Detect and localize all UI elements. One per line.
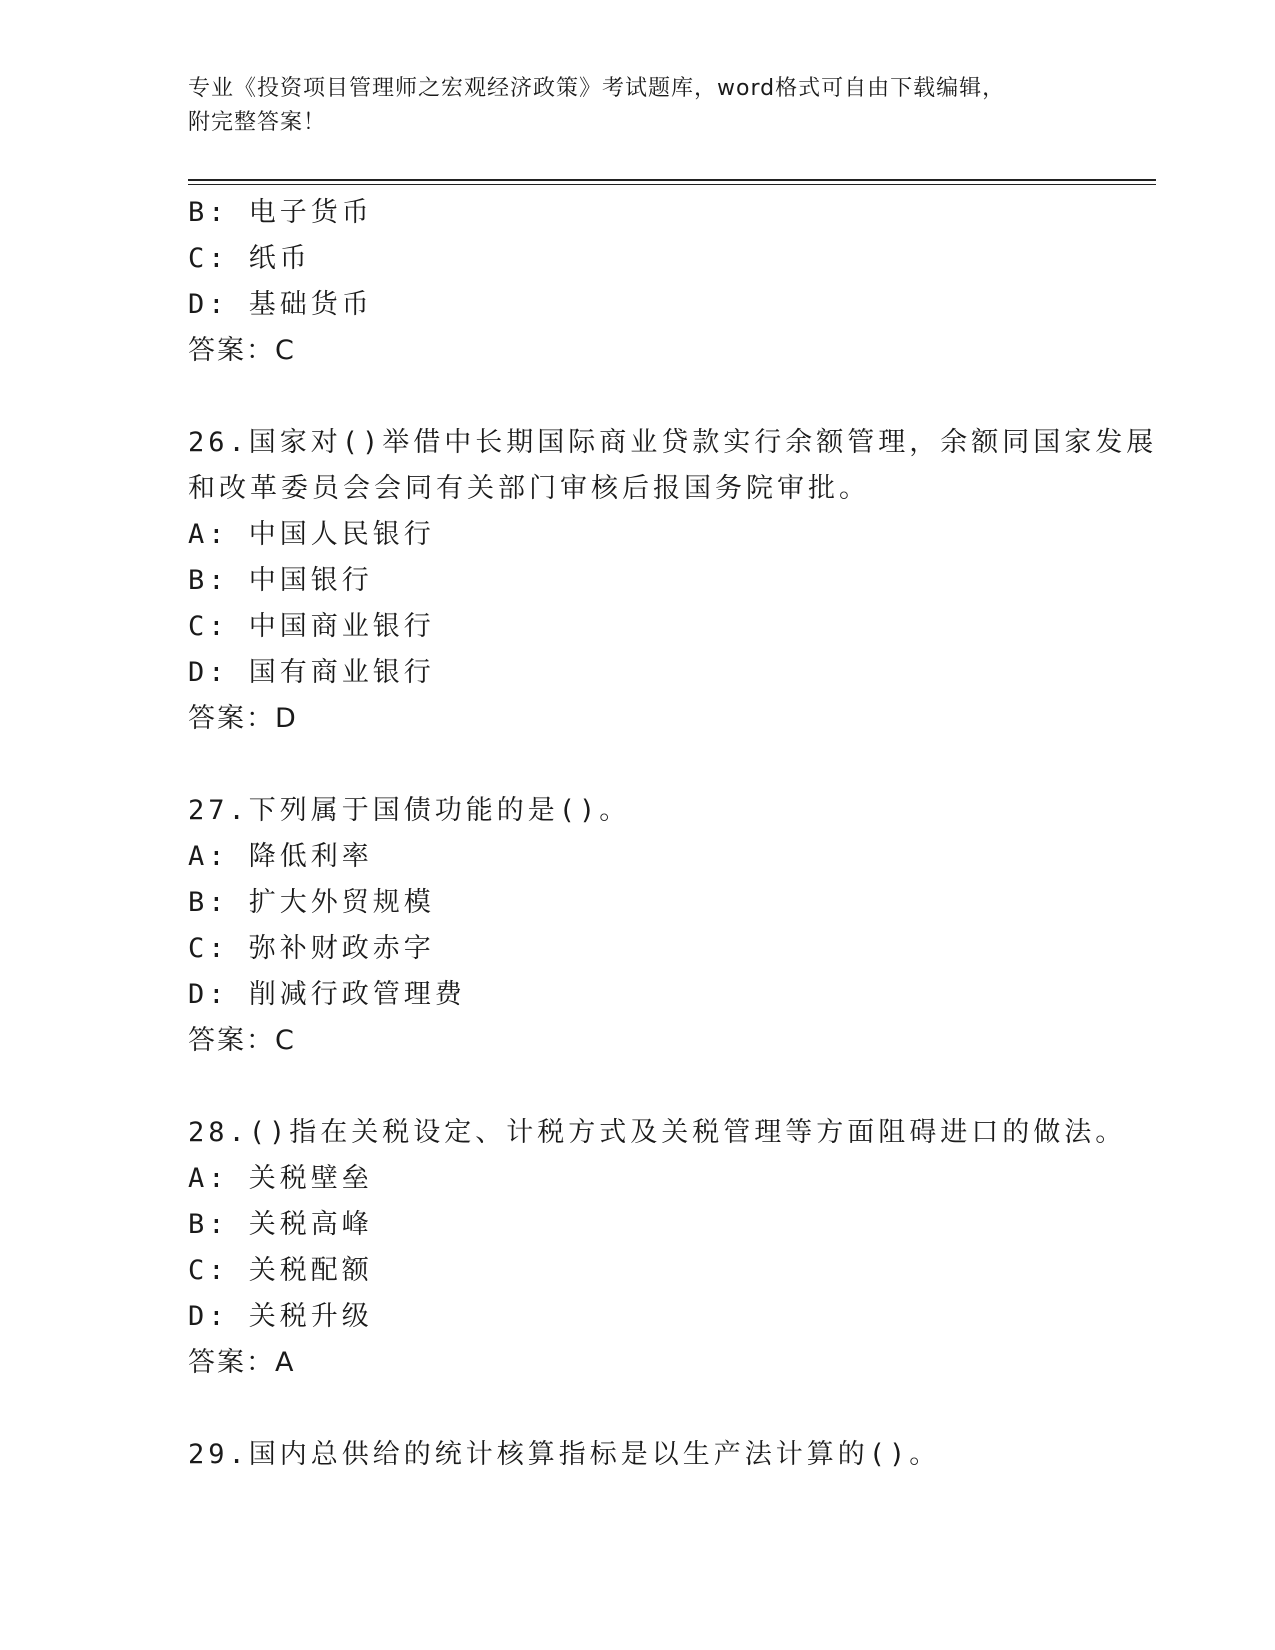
option-b: B: 电子货币 <box>188 197 373 228</box>
question-27 <box>188 788 1156 1064</box>
option-a: A: 中国人民银行 <box>188 519 435 550</box>
option-b: B: 中国银行 <box>188 565 373 596</box>
question-stem-line: 26.国家对()举借中长期国际商业贷款实行余额管理，余额同国家发展 <box>188 427 1158 458</box>
answer-line: 答案：C <box>188 1025 296 1056</box>
question-stem-line: 28.()指在关税设定、计税方式及关税管理等方面阻碍进口的做法。 <box>188 1117 1127 1148</box>
header-divider-top <box>188 179 1156 181</box>
question-list <box>188 190 1156 1478</box>
question-stem-line: 27.下列属于国债功能的是()。 <box>188 795 631 826</box>
answer-line: 答案：D <box>188 703 298 734</box>
option-d: D: 基础货币 <box>188 289 373 320</box>
question-28 <box>188 1110 1156 1386</box>
header-line-2: 附完整答案！ <box>188 110 327 135</box>
question-stem-line: 29.国内总供给的统计核算指标是以生产法计算的()。 <box>188 1439 941 1470</box>
answer-line: 答案：A <box>188 1347 296 1378</box>
header-divider-bottom <box>188 184 1156 185</box>
option-d: D: 削减行政管理费 <box>188 979 466 1010</box>
option-b: B: 关税高峰 <box>188 1209 373 1240</box>
option-d: D: 关税升级 <box>188 1301 373 1332</box>
header-line-1: 专业《投资项目管理师之宏观经济政策》考试题库，word格式可自由下载编辑， <box>188 76 1006 101</box>
previous-question-fragment <box>188 190 1156 374</box>
option-c: C: 中国商业银行 <box>188 611 435 642</box>
option-c: C: 关税配额 <box>188 1255 373 1286</box>
option-a: A: 降低利率 <box>188 841 373 872</box>
question-29 <box>188 1432 1156 1478</box>
option-b: B: 扩大外贸规模 <box>188 887 435 918</box>
answer-line: 答案：C <box>188 335 296 366</box>
option-c: C: 弥补财政赤字 <box>188 933 435 964</box>
option-a: A: 关税壁垒 <box>188 1163 373 1194</box>
option-d: D: 国有商业银行 <box>188 657 435 688</box>
question-26 <box>188 420 1156 742</box>
document-header <box>188 72 1088 140</box>
option-c: C: 纸币 <box>188 243 311 274</box>
question-stem-line: 和改革委员会会同有关部门审核后报国务院审批。 <box>188 473 870 504</box>
